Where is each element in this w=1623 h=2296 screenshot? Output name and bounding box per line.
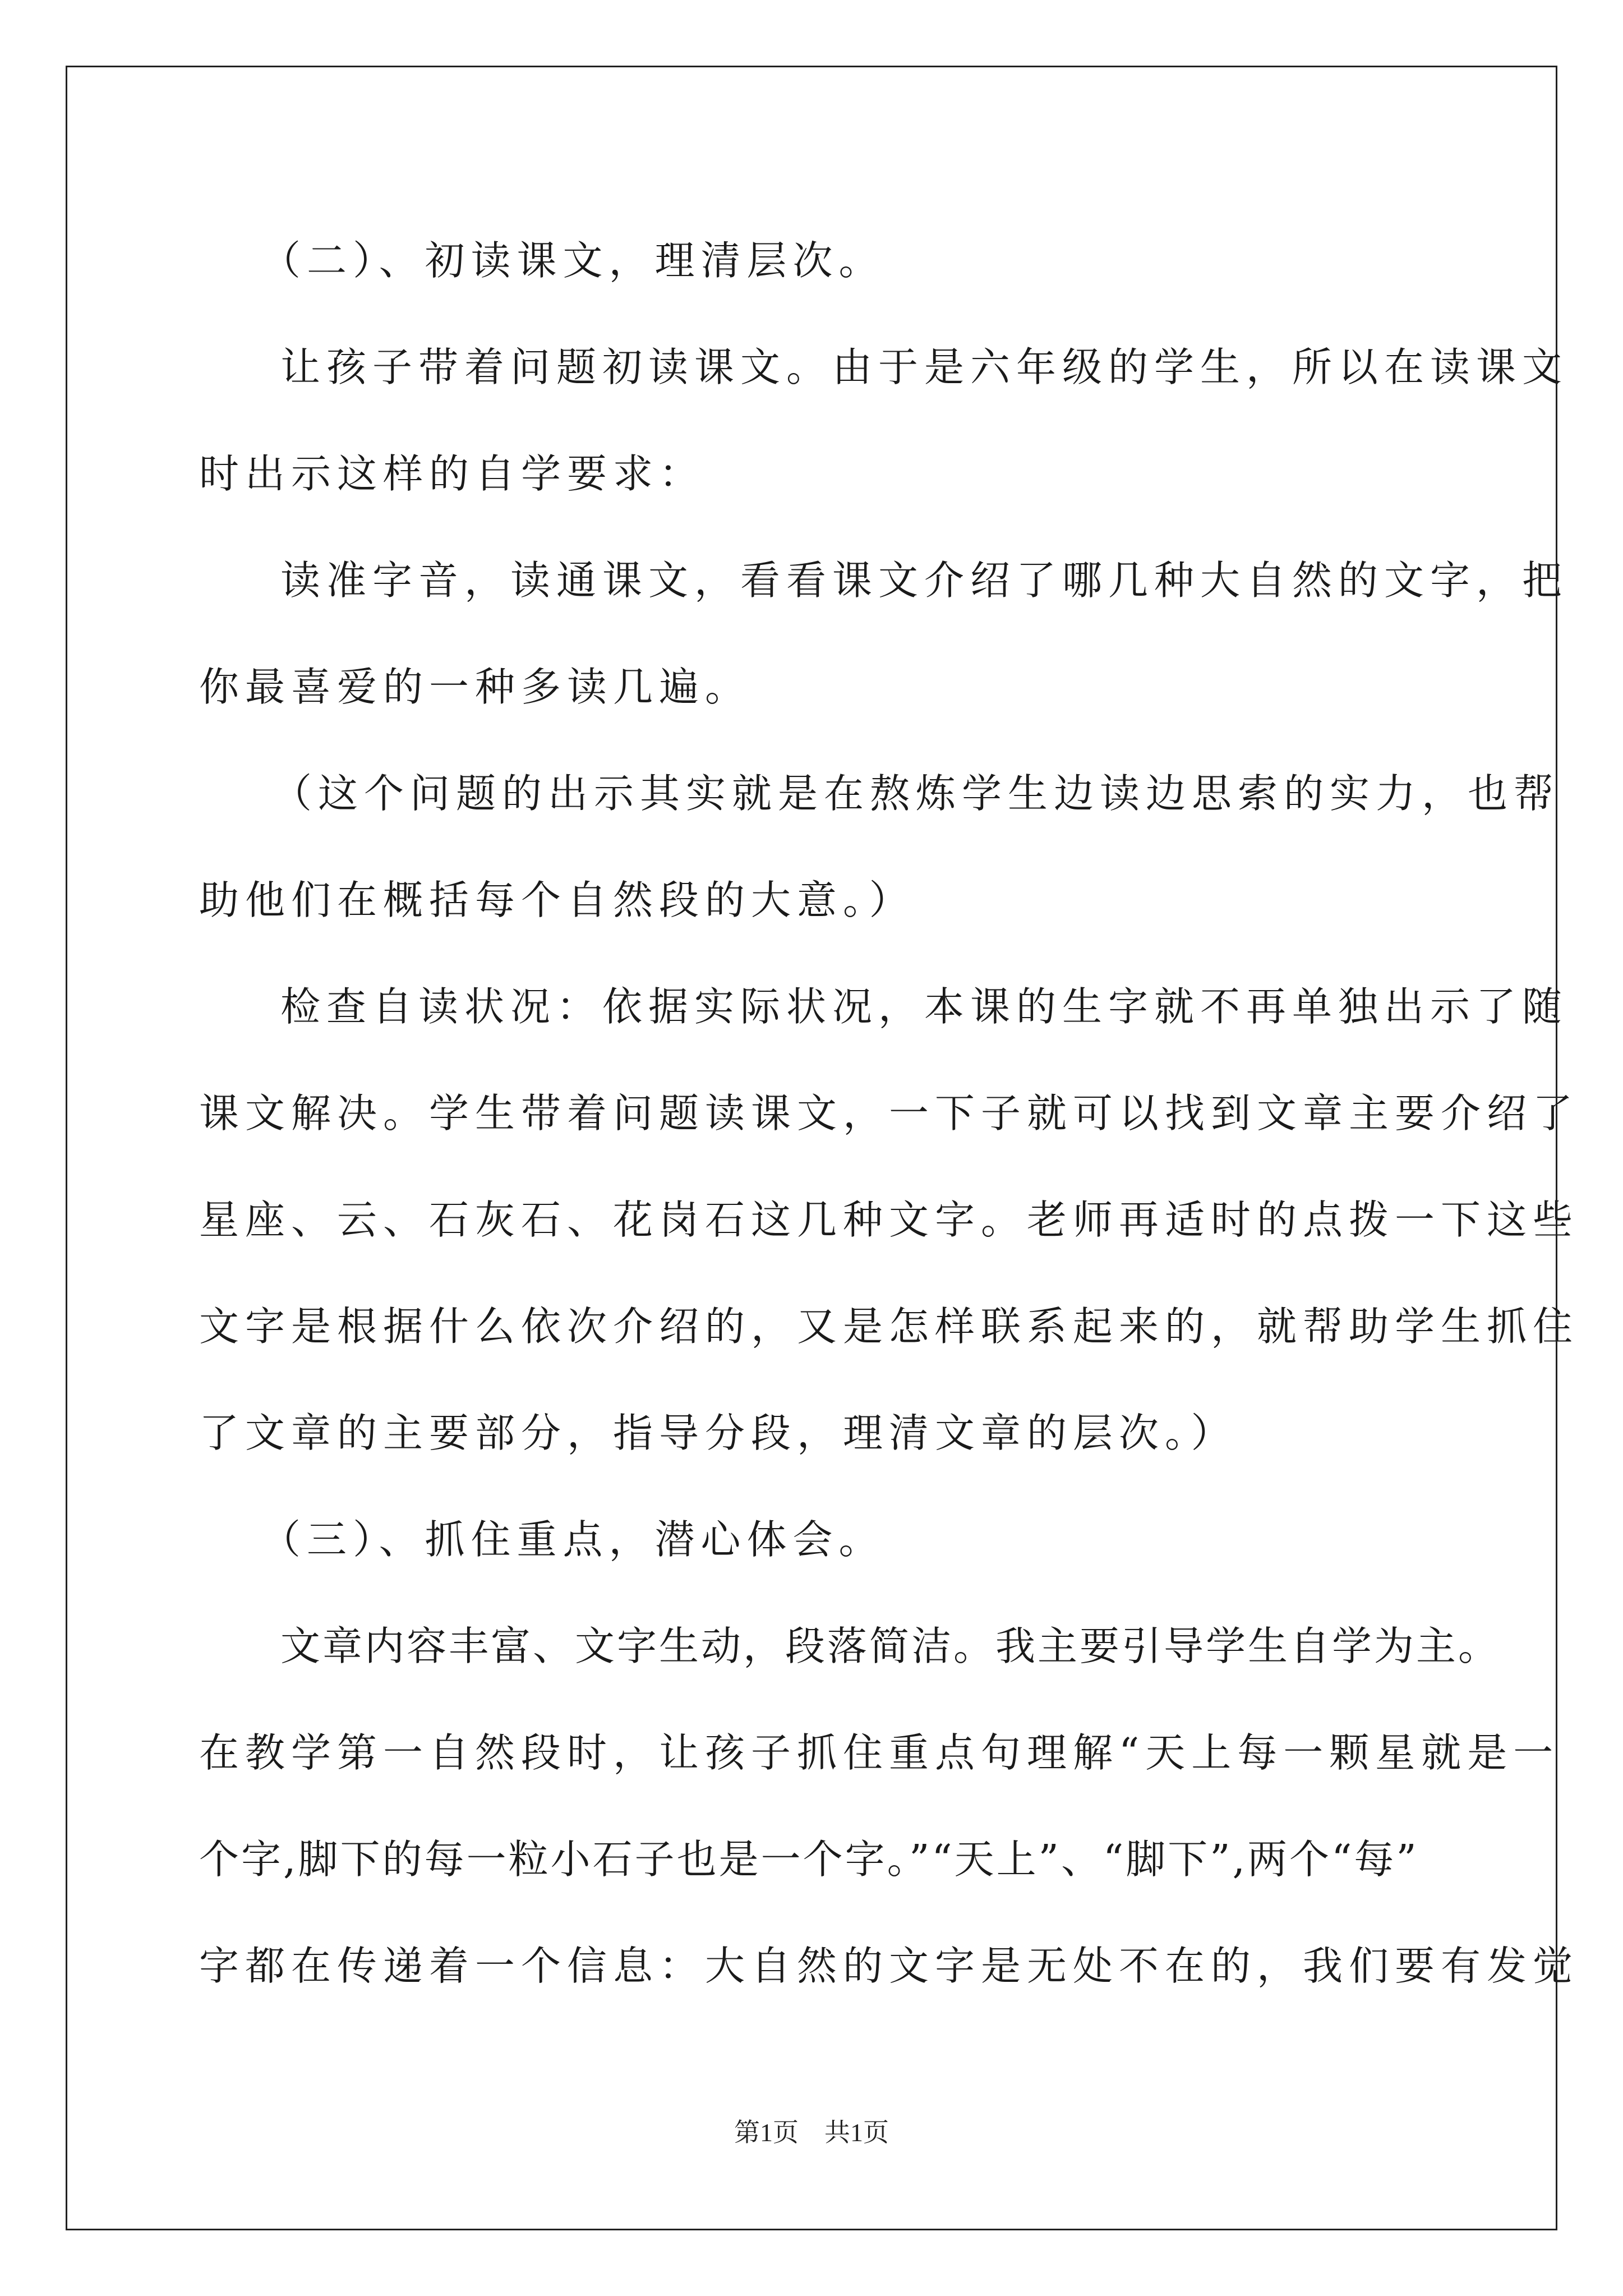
paragraph-line: 字都在传递着一个信息：大自然的文字是无处不在的，我们要有发觉 — [199, 1943, 1579, 1989]
paragraph-line: 了文章的主要部分，指导分段，理清文章的层次。） — [199, 1410, 1237, 1456]
paragraph-line: 文字是根据什么依次介绍的，又是怎样联系起来的，就帮助学生抓住 — [199, 1303, 1579, 1350]
page-number: 第1页 共1页 — [734, 2118, 889, 2147]
paragraph-line: 文章内容丰富、文字生动，段落简洁。我主要引导学生自学为主。 — [280, 1623, 1501, 1669]
section-heading-3: （三）、抓住重点，潜心体会。 — [261, 1516, 885, 1563]
paragraph-line: （这个问题的出示其实就是在熬炼学生边读边思索的实力，也帮 — [272, 770, 1560, 817]
paragraph-line: 检查自读状况：依据实际状况，本课的生字就不再单独出示了随 — [280, 983, 1569, 1030]
paragraph-line: 在教学第一自然段时，让孩子抓住重点句理解“天上每一颗星就是一 — [199, 1729, 1560, 1776]
paragraph-line: 星座、云、石灰石、花岗石这几种文字。老师再适时的点拨一下这些 — [199, 1197, 1579, 1243]
paragraph-line: 个字,脚下的每一粒小石子也是一个字。”“天上”、“脚下”,两个“每” — [199, 1836, 1419, 1883]
section-heading-2: （二）、初读课文，理清层次。 — [261, 237, 885, 284]
paragraph-line: 你最喜爱的一种多读几遍。 — [199, 664, 751, 710]
document-body — [199, 208, 1579, 2019]
paragraph-line: 时出示这样的自学要求： — [199, 450, 706, 497]
paragraph-line: 助他们在概括每个自然段的大意。） — [199, 877, 915, 923]
paragraph-line: 读准字音，读通课文，看看课文介绍了哪几种大自然的文字，把 — [280, 557, 1569, 604]
paragraph-line: 课文解决。学生带着问题读课文，一下子就可以找到文章主要介绍了 — [199, 1090, 1579, 1137]
paragraph-line: 让孩子带着问题初读课文。由于是六年级的学生，所以在读课文 — [280, 344, 1569, 390]
